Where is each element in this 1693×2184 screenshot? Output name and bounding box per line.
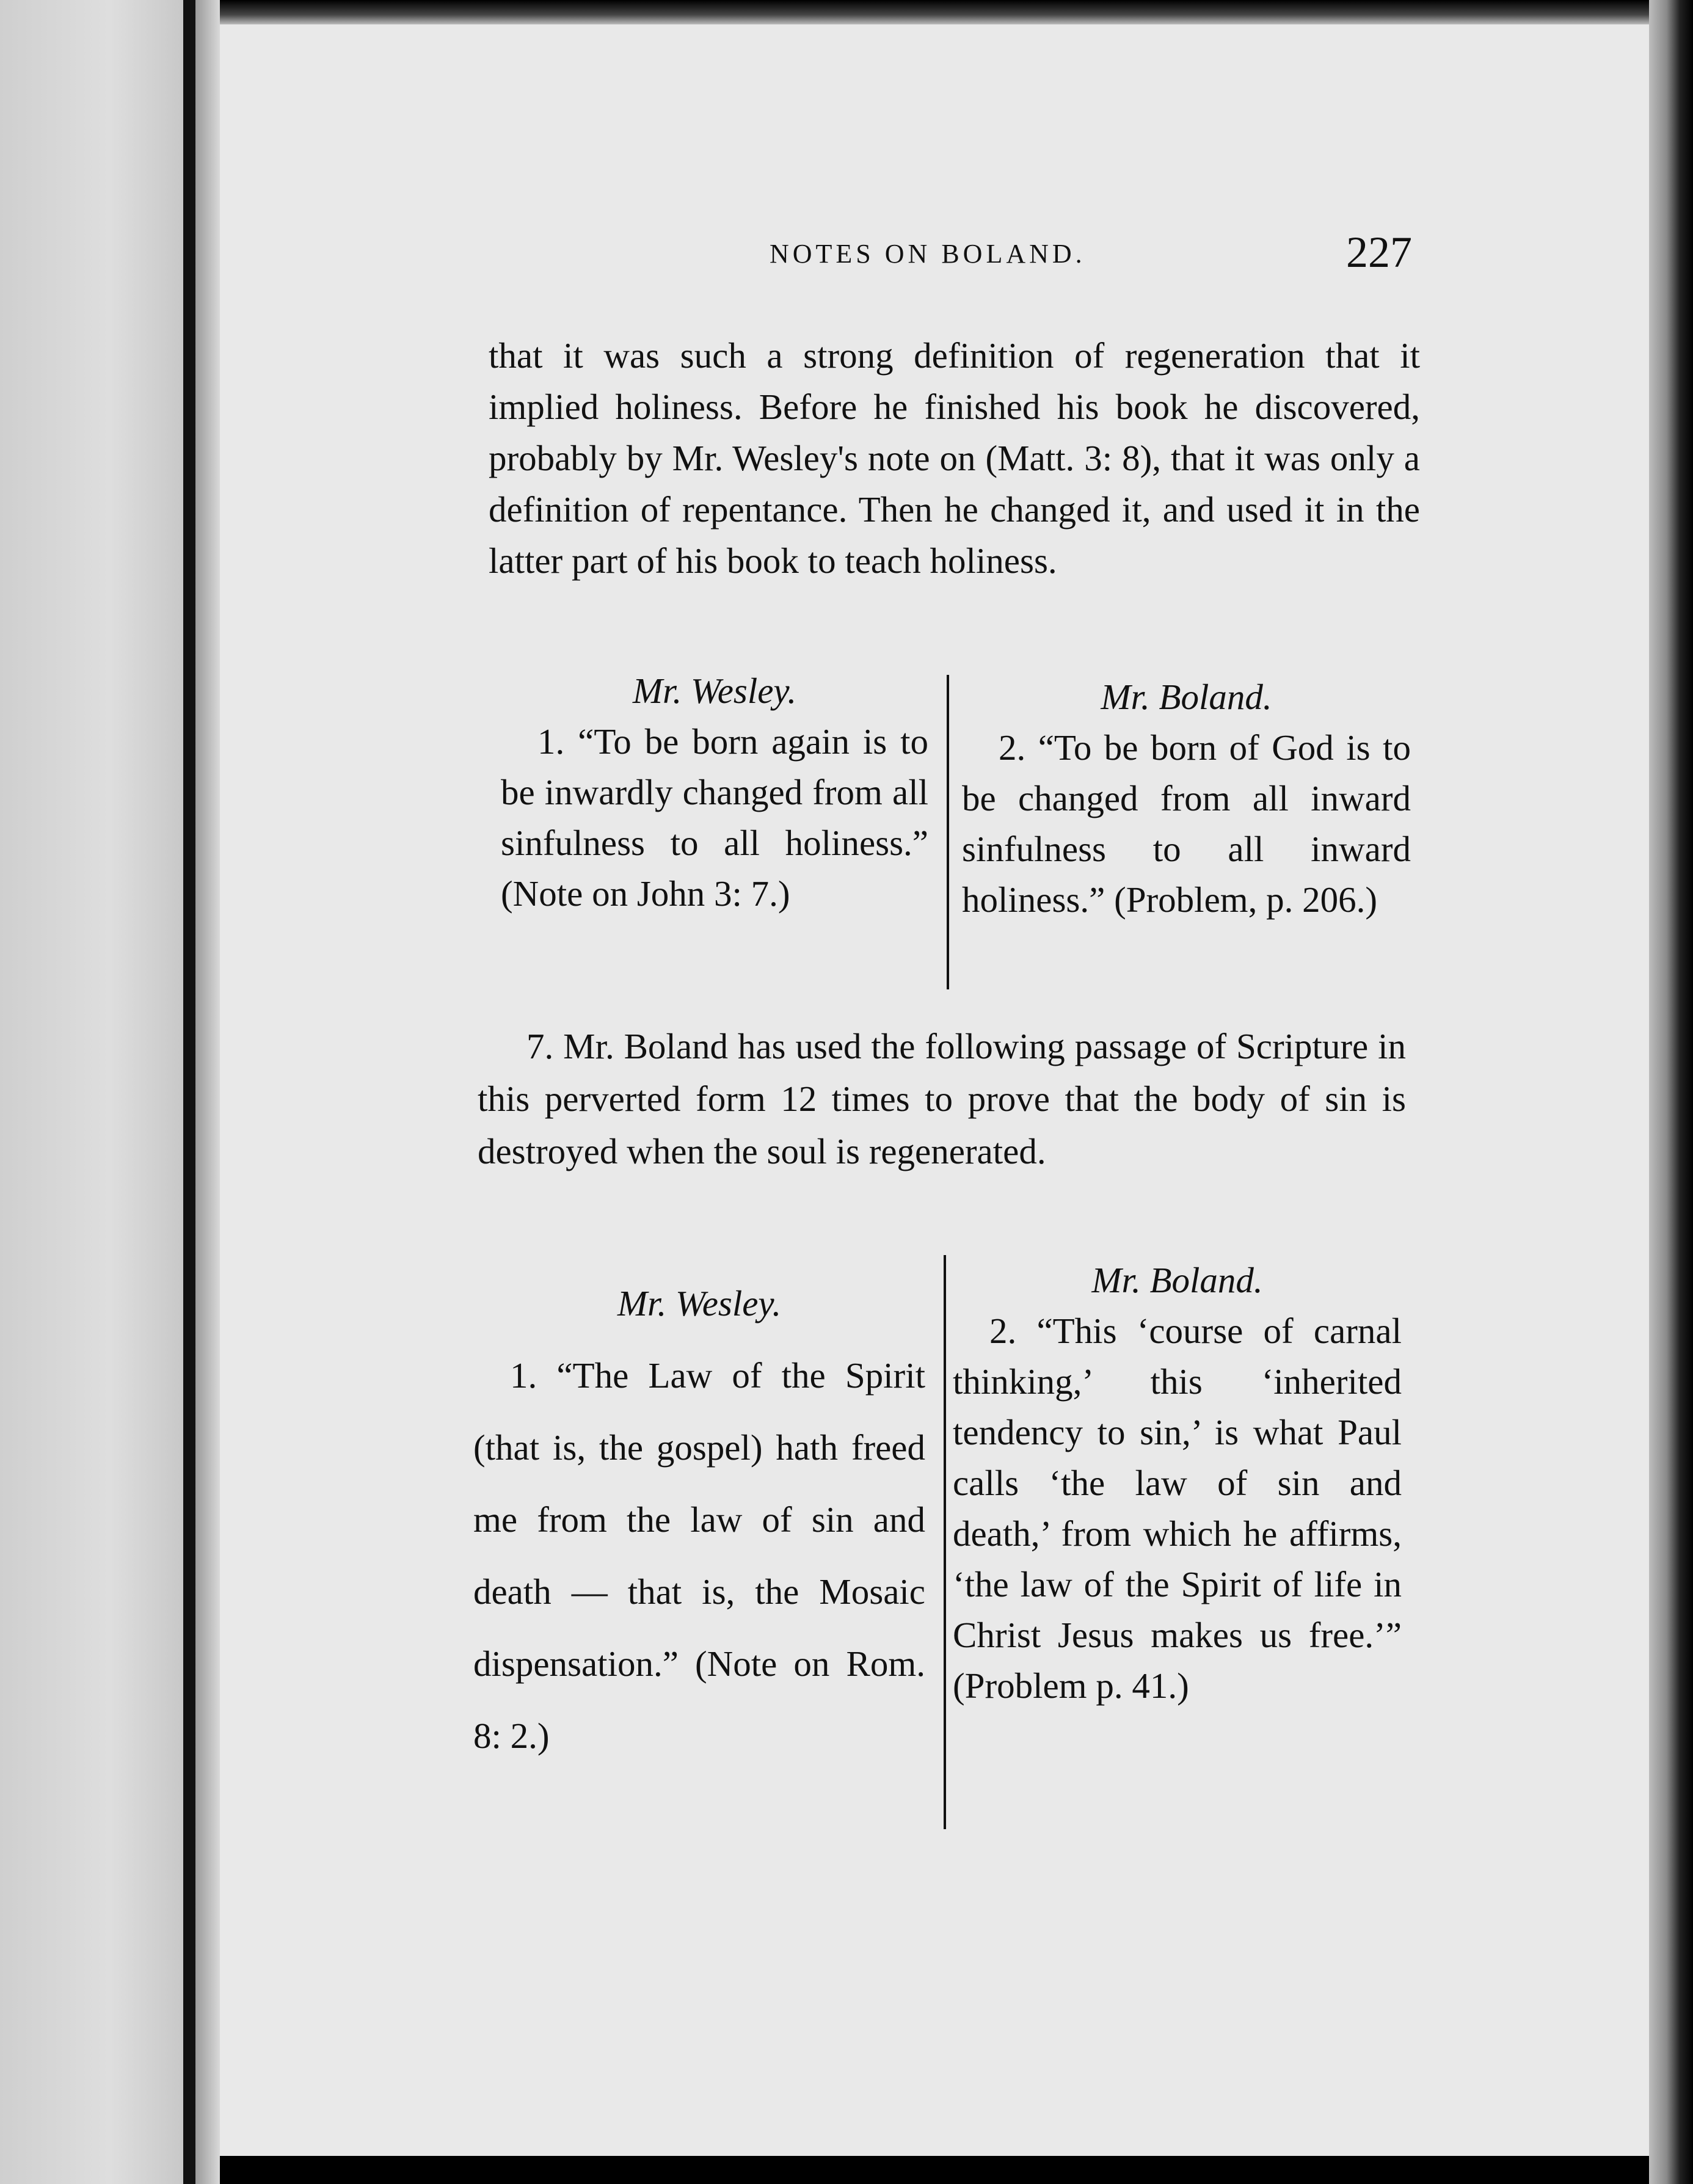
comparison-2-left-heading: Mr. Wesley. [617, 1283, 782, 1323]
facing-page-margin [0, 0, 183, 2184]
running-head: NOTES ON BOLAND. [770, 239, 1086, 269]
intro-paragraph [489, 330, 1420, 586]
comparison-1-left-text: 1. “To be born again is to be inwardly changed from all sinfulness to all holiness.” (Note on John 3: 7.) [501, 721, 928, 914]
comparison-1-right [962, 672, 1411, 925]
intro-paragraph-text: that it was such a strong definition of regeneration that it implied holiness. Before he finished his book he discovered, probably by Mr. Wesley's note on (Matt. 3: 8), that it was only a definition of repentance. Then he changed it, and used it in the latter part of his book to teach holiness. [489, 335, 1420, 581]
gutter [195, 0, 220, 2184]
comparison-2-left [473, 1267, 925, 1772]
comparison-1-right-heading: Mr. Boland. [1101, 677, 1272, 717]
column-divider-2 [944, 1255, 946, 1829]
page-number: 227 [1346, 228, 1412, 277]
comparison-2-right [953, 1255, 1402, 1711]
comparison-1-left-heading: Mr. Wesley. [632, 671, 797, 711]
comparison-2-right-text: 2. “This ‘course of carnal thinking,’ this ‘inherited tendency to sin,’ is what Paul calls ‘the law of sin and death,’ from which he affirms, ‘the law of the Spirit of life in Christ Jesus makes us free.’” (Problem p. 41.) [953, 1311, 1402, 1706]
column-divider-1 [947, 675, 949, 989]
comparison-2-left-text: 1. “The Law of the Spirit (that is, the gospel) hath freed me from the law of sin and death — that is, the Mosaic dispensation.” (Note on Rom. 8: 2.) [473, 1355, 925, 1756]
right-edge [1649, 0, 1693, 2184]
comparison-1-right-text: 2. “To be born of God is to be changed from all inward sinfulness to all inward holiness.” (Problem, p. 206.) [962, 727, 1411, 920]
top-edge [220, 0, 1693, 24]
comparison-1-left [501, 666, 928, 919]
paragraph-7 [478, 1020, 1406, 1178]
comparison-2-right-heading: Mr. Boland. [1091, 1260, 1263, 1300]
paragraph-7-text: 7. Mr. Boland has used the following passage of Scripture in this perverted form 12 times to prove that the body of sin is destroyed when the soul is regenerated. [478, 1026, 1406, 1171]
binding-shadow [183, 0, 195, 2184]
